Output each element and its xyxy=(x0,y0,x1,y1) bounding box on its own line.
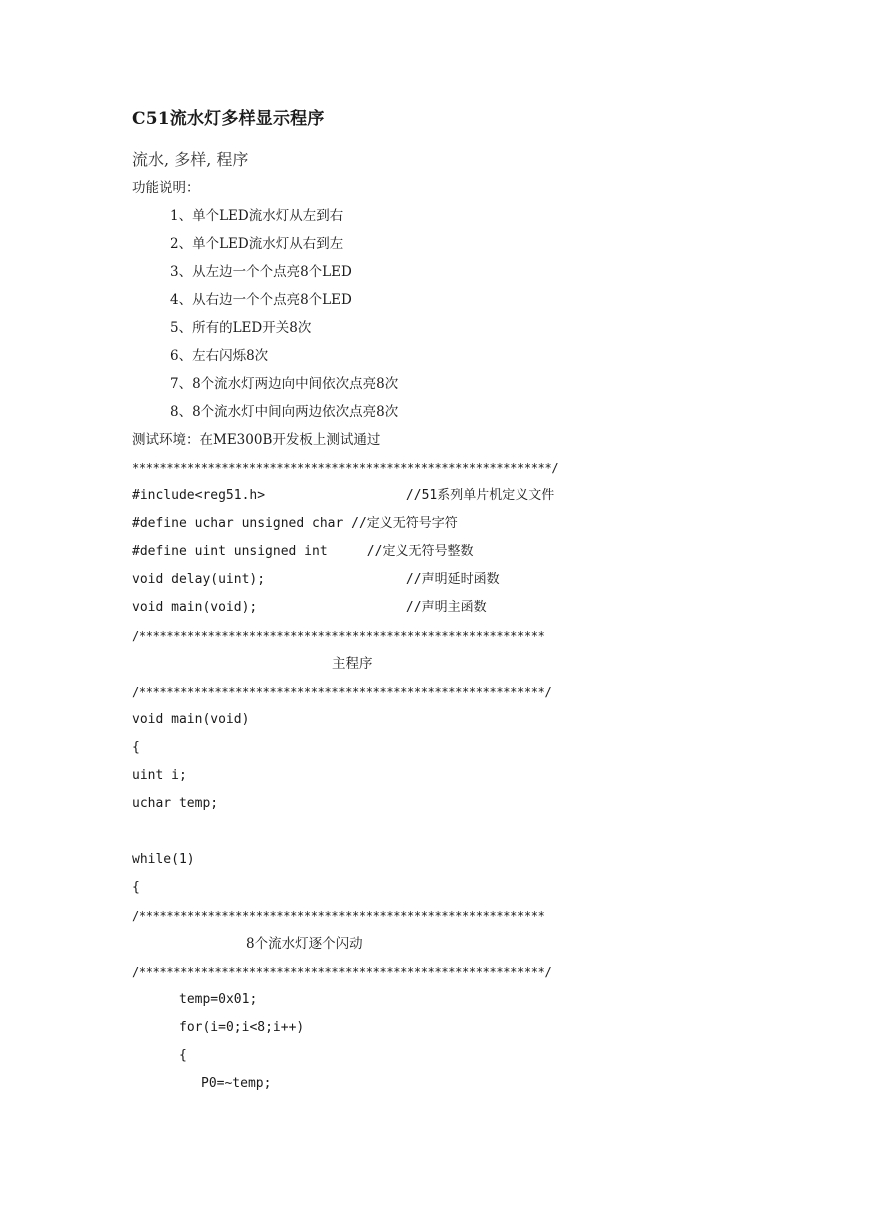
code-line: uint i; xyxy=(132,768,187,783)
section-comment: 8个流水灯逐个闪动 xyxy=(246,936,363,952)
code-line: temp=0x01; xyxy=(179,992,258,1007)
feature-item: 5、所有的LED开关8次 xyxy=(170,320,312,336)
comment-stars: /***********************************************************/ xyxy=(132,965,552,979)
test-environment: 测试环境：在ME300B开发板上测试通过 xyxy=(132,432,381,448)
feature-item: 3、从左边一个个点亮8个LED xyxy=(170,264,352,280)
feature-item: 7、8个流水灯两边向中间依次点亮8次 xyxy=(170,376,399,392)
code-line: #define uint unsigned int //定义无符号整数 xyxy=(132,544,474,559)
tag[interactable]: 流水 xyxy=(132,150,165,169)
code-line: uchar temp; xyxy=(132,796,219,811)
feature-item: 8、8个流水灯中间向两边依次点亮8次 xyxy=(170,404,399,420)
code-line: { xyxy=(179,1048,187,1063)
code-line: { xyxy=(132,740,140,755)
code-line: while(1) xyxy=(132,852,195,867)
code-line: for(i=0;i<8;i++) xyxy=(179,1020,305,1035)
code-line: void main(void) xyxy=(132,712,250,727)
code-line: void main(void); //声明主函数 xyxy=(132,600,487,615)
comment-stars: /*********************************************************** xyxy=(132,909,545,923)
section-comment: 主程序 xyxy=(332,656,373,672)
feature-item: 1、单个LED流水灯从左到右 xyxy=(170,208,344,224)
document-title: C51流水灯多样显示程序 xyxy=(132,109,325,129)
feature-heading: 功能说明： xyxy=(132,180,200,196)
feature-item: 4、从右边一个个点亮8个LED xyxy=(170,292,352,308)
code-line: #include<reg51.h> //51系列单片机定义文件 xyxy=(132,488,555,503)
feature-item: 6、左右闪烁8次 xyxy=(170,348,269,364)
comment-stars: /***********************************************************/ xyxy=(132,685,552,699)
feature-item: 2、单个LED流水灯从右到左 xyxy=(170,236,344,252)
code-line: P0=~temp; xyxy=(201,1076,272,1091)
comment-stars: *************************************************************/ xyxy=(132,461,559,475)
tag[interactable]: , 多样 xyxy=(164,150,206,169)
comment-stars: /*********************************************************** xyxy=(132,629,545,643)
code-line: void delay(uint); //声明延时函数 xyxy=(132,572,500,587)
tag[interactable]: , 程序 xyxy=(206,150,248,169)
code-line: #define uchar unsigned char //定义无符号字符 xyxy=(132,516,458,531)
code-line: { xyxy=(132,880,140,895)
tag-list xyxy=(132,147,248,170)
